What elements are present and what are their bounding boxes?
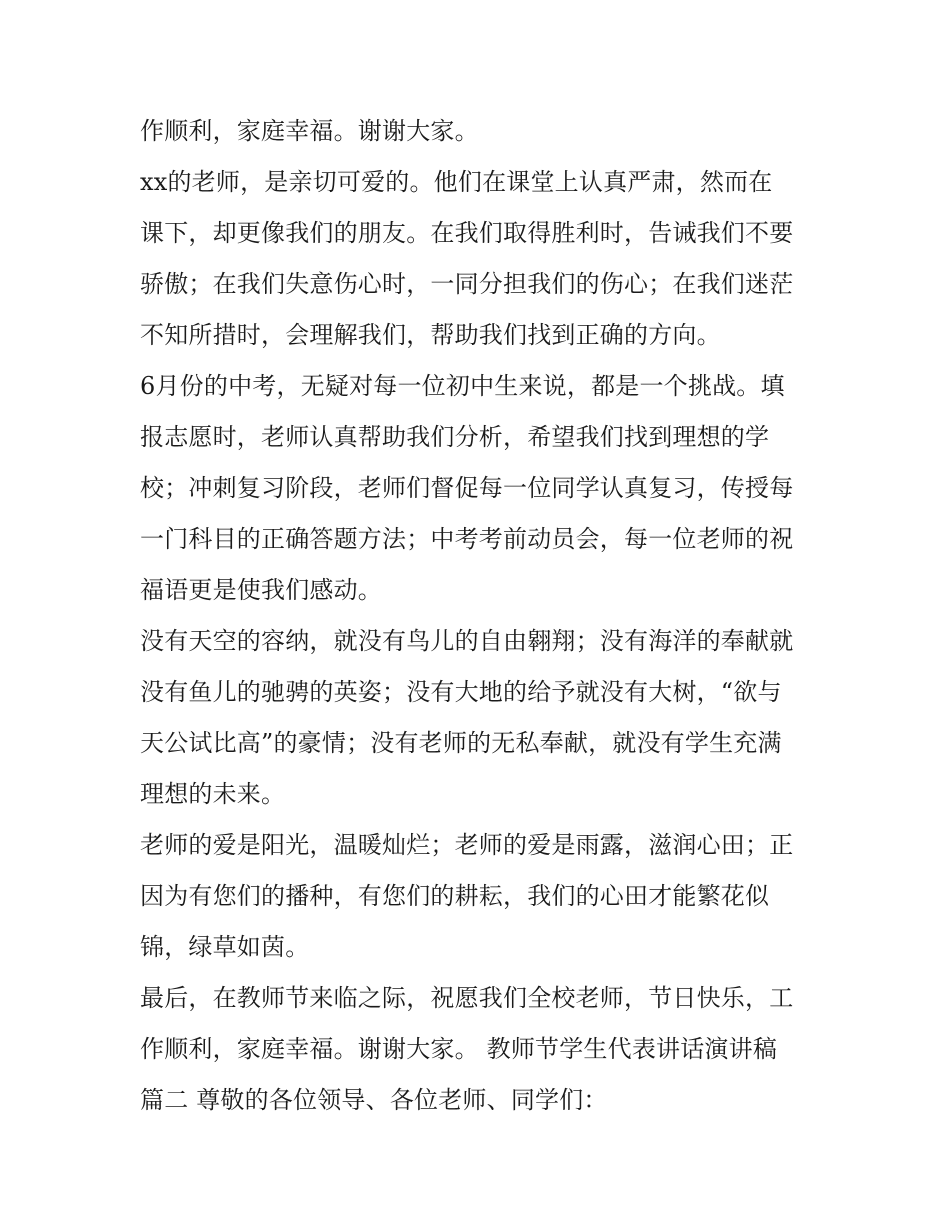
document-body — [140, 106, 820, 1126]
text-line: 篇二 尊敬的各位领导、各位老师、同学们： — [140, 1086, 608, 1114]
text-line: 老师的爱是阳光，温暖灿烂；老师的爱是雨露，滋润心田；正 — [140, 831, 794, 859]
text-line: 报志愿时，老师认真帮助我们分析，希望我们找到理想的学 — [140, 423, 770, 451]
text-line: 锦，绿草如茵。 — [140, 933, 310, 961]
text-line: 6月份的中考，无疑对每一位初中生来说，都是一个挑战。填 — [140, 372, 785, 400]
text-line: 天公试比高”的豪情；没有老师的无私奉献，就没有学生充满 — [140, 729, 782, 757]
text-line: 福语更是使我们感动。 — [140, 576, 382, 604]
text-line: 不知所措时，会理解我们，帮助我们找到正确的方向。 — [140, 321, 721, 349]
text-line: 最后，在教师节来临之际，祝愿我们全校老师，节日快乐，工 — [140, 984, 794, 1012]
text-line: xx的老师，是亲切可爱的。他们在课堂上认真严肃，然而在 — [140, 168, 773, 196]
text-line: 骄傲；在我们失意伤心时，一同分担我们的伤心；在我们迷茫 — [140, 270, 794, 298]
text-line: 没有天空的容纳，就没有鸟儿的自由翱翔；没有海洋的奉献就 — [140, 627, 794, 655]
text-line: 没有鱼儿的驰骋的英姿；没有大地的给予就没有大树，“欲与 — [140, 678, 782, 706]
text-line: 作顺利，家庭幸福。谢谢大家。 — [140, 117, 479, 145]
text-line: 校；冲刺复习阶段，老师们督促每一位同学认真复习，传授每 — [140, 474, 794, 502]
text-line: 一门科目的正确答题方法；中考考前动员会，每一位老师的祝 — [140, 525, 794, 553]
text-line: 作顺利，家庭幸福。谢谢大家。 教师节学生代表讲话演讲稿 — [140, 1035, 778, 1063]
text-line: 因为有您们的播种，有您们的耕耘，我们的心田才能繁花似 — [140, 882, 770, 910]
text-line: 课下，却更像我们的朋友。在我们取得胜利时，告诫我们不要 — [140, 219, 794, 247]
text-line: 理想的未来。 — [140, 780, 286, 808]
